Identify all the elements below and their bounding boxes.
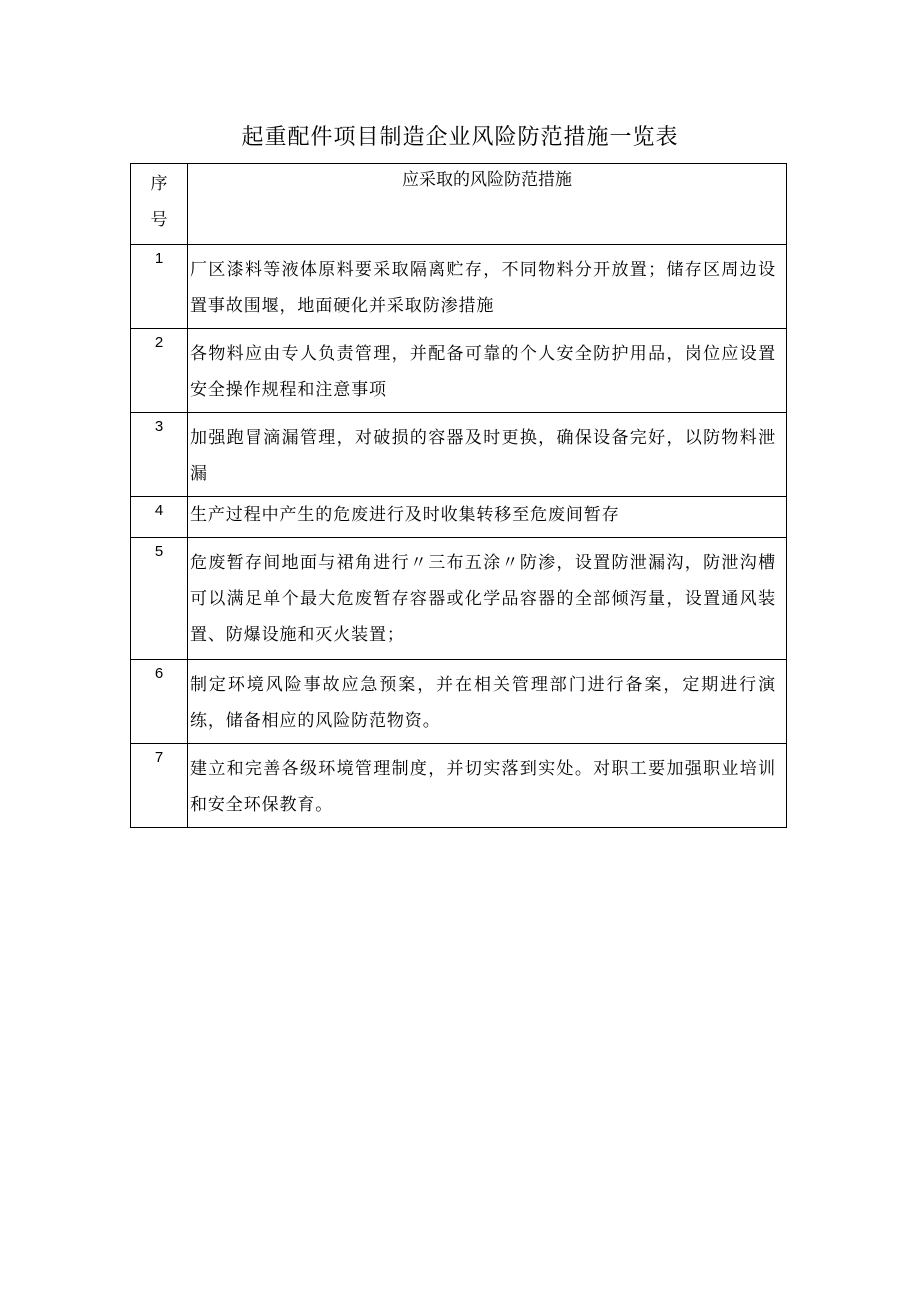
header-serial-number (131, 164, 188, 245)
row-number: 3 (131, 413, 188, 497)
table-row (131, 538, 787, 660)
row-number: 6 (131, 660, 188, 744)
risk-measures-table-container (130, 163, 786, 828)
row-measure-text: 加强跑冒滴漏管理，对破损的容器及时更换，确保设备完好，以防物料泄漏 (188, 413, 787, 497)
table-row (131, 497, 787, 538)
risk-measures-table (130, 163, 787, 828)
header-serial-line2: 号 (150, 210, 168, 230)
table-row (131, 744, 787, 828)
table-row (131, 329, 787, 413)
row-measure-text: 各物料应由专人负责管理，并配备可靠的个人安全防护用品，岗位应设置安全操作规程和注意事项 (188, 329, 787, 413)
header-measures: 应采取的风险防范措施 (188, 164, 787, 245)
row-number: 2 (131, 329, 188, 413)
table-row (131, 413, 787, 497)
row-measure-text: 危废暂存间地面与裙角进行〃三布五涂〃防渗，设置防泄漏沟，防泄沟槽可以满足单个最大危废暂存容器或化学品容器的全部倾泻量，设置通风装置、防爆设施和灭火装置； (188, 538, 787, 660)
row-measure-text: 建立和完善各级环境管理制度，并切实落到实处。对职工要加强职业培训和安全环保教育。 (188, 744, 787, 828)
row-measure-text: 制定环境风险事故应急预案，并在相关管理部门进行备案，定期进行演练，储备相应的风险防范物资。 (188, 660, 787, 744)
table-row (131, 660, 787, 744)
row-number: 5 (131, 538, 188, 660)
row-measure-text: 生产过程中产生的危废进行及时收集转移至危废间暂存 (188, 497, 787, 538)
row-number: 4 (131, 497, 188, 538)
table-header-row (131, 164, 787, 245)
page-title: 起重配件项目制造企业风险防范措施一览表 (241, 125, 679, 150)
table-row (131, 245, 787, 329)
row-number: 1 (131, 245, 188, 329)
row-measure-text: 厂区漆料等液体原料要采取隔离贮存，不同物料分开放置；储存区周边设置事故围堰，地面硬化并采取防渗措施 (188, 245, 787, 329)
header-serial-line1: 序 (150, 174, 168, 194)
row-number: 7 (131, 744, 188, 828)
